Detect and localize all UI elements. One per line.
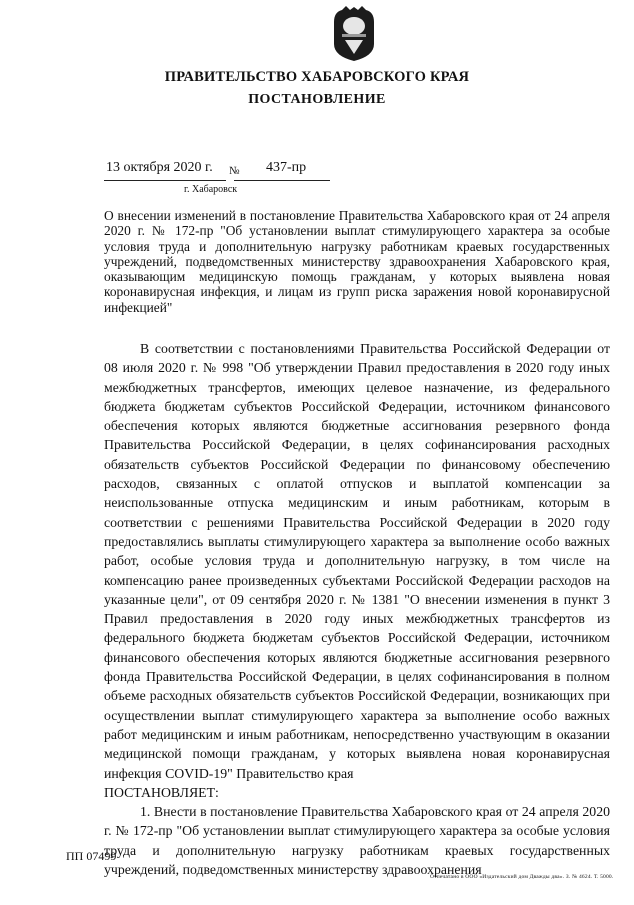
document-heading: О внесении изменений в постановление Правительства Хабаровского края от 24 апреля 2020 г. № 172-пр "Об установлении выплат стимулирующего характера за особые условия труда и дополнительную нагрузку работникам краевых государственных учреждений, подведомственных министерству здравоохранения Хабаровского края, оказывающим медицинскую помощь гражданам, у которых выявлена новая коронавирусная инфекция, и лицам из групп риска заражения новой коронавирусной инфекцией" — [104, 208, 610, 315]
document-body — [104, 339, 610, 879]
printer-note: Отпечатано в ООО «Издательский дом Дважды два». З. № 4624. Т. 5000. — [430, 874, 614, 880]
document-code: ПП 07499 — [66, 849, 117, 863]
preamble-paragraph: В соответствии с постановлениями Правительства Российской Федерации от 08 июля 2020 г. № 998 "Об утверждении Правил предоставления в 2020 году иных межбюджетных трансфертов, имеющих целевое назначение, из федерального бюджета бюджетам субъектов Российской Федерации, источником финансового обеспечения которых являются бюджетные ассигнования резервного фонда Правительства Российской Федерации, в целях софинансирования расходных обязательств субъектов Российской Федерации по финансовому обеспечению расходов, связанных с оплатой отпусков и выплатой компенсации за неиспользованные отпуска медицинским и иным работникам, которым в соответствии с решениями Правительства Российской Федерации в 2020 году предоставлялись выплаты стимулирующего характера за выполнение особо важных работ, особые условия труда и дополнительную нагрузку, в том числе на компенсацию ранее произведенных субъектами Российской Федерации расходов на указанные цели", от 09 сентября 2020 г. № 1381 "О внесении изменения в пункт 3 Правил предоставления в 2020 году иных межбюджетных трансфертов из федерального бюджета бюджетам субъектов Российской Федерации, источником финансового обеспечения которых являются бюджетные ассигнования резервного фонда Правительства Российской Федерации, в целях софинансирования в полном объеме расходных обязательств субъектов Российской Федерации, возникающих при осуществлении выплат стимулирующего характера за выполнение особо важных работ медицинским и иным работникам, непосредственно участвующим в оказании медицинской помощи гражданам, у которых выявлена новая коронавирусная инфекция COVID-19" Правительство края — [104, 341, 610, 781]
resolves-label: ПОСТАНОВЛЯЕТ: — [104, 784, 219, 800]
number-sign: № — [229, 165, 240, 177]
document-number: 437-пр — [266, 160, 307, 175]
coat-of-arms-icon — [328, 4, 380, 62]
date-underline — [104, 180, 226, 181]
item-1-paragraph: 1. Внести в постановление Правительства Хабаровского края от 24 апреля 2020 г. № 172-пр "Об установлении выплат стимулирующего характера за особые условия труда и дополнительную нагрузку работникам краевых государственных учреждений, подведомственных министерству здравоохранения — [104, 804, 610, 878]
number-underline — [234, 180, 330, 181]
document-type: ПОСТАНОВЛЕНИЕ — [248, 92, 386, 107]
city-label: г. Хабаровск — [184, 184, 238, 195]
document-date: 13 октября 2020 г. — [106, 160, 213, 175]
government-title: ПРАВИТЕЛЬСТВО ХАБАРОВСКОГО КРАЯ — [164, 69, 470, 85]
